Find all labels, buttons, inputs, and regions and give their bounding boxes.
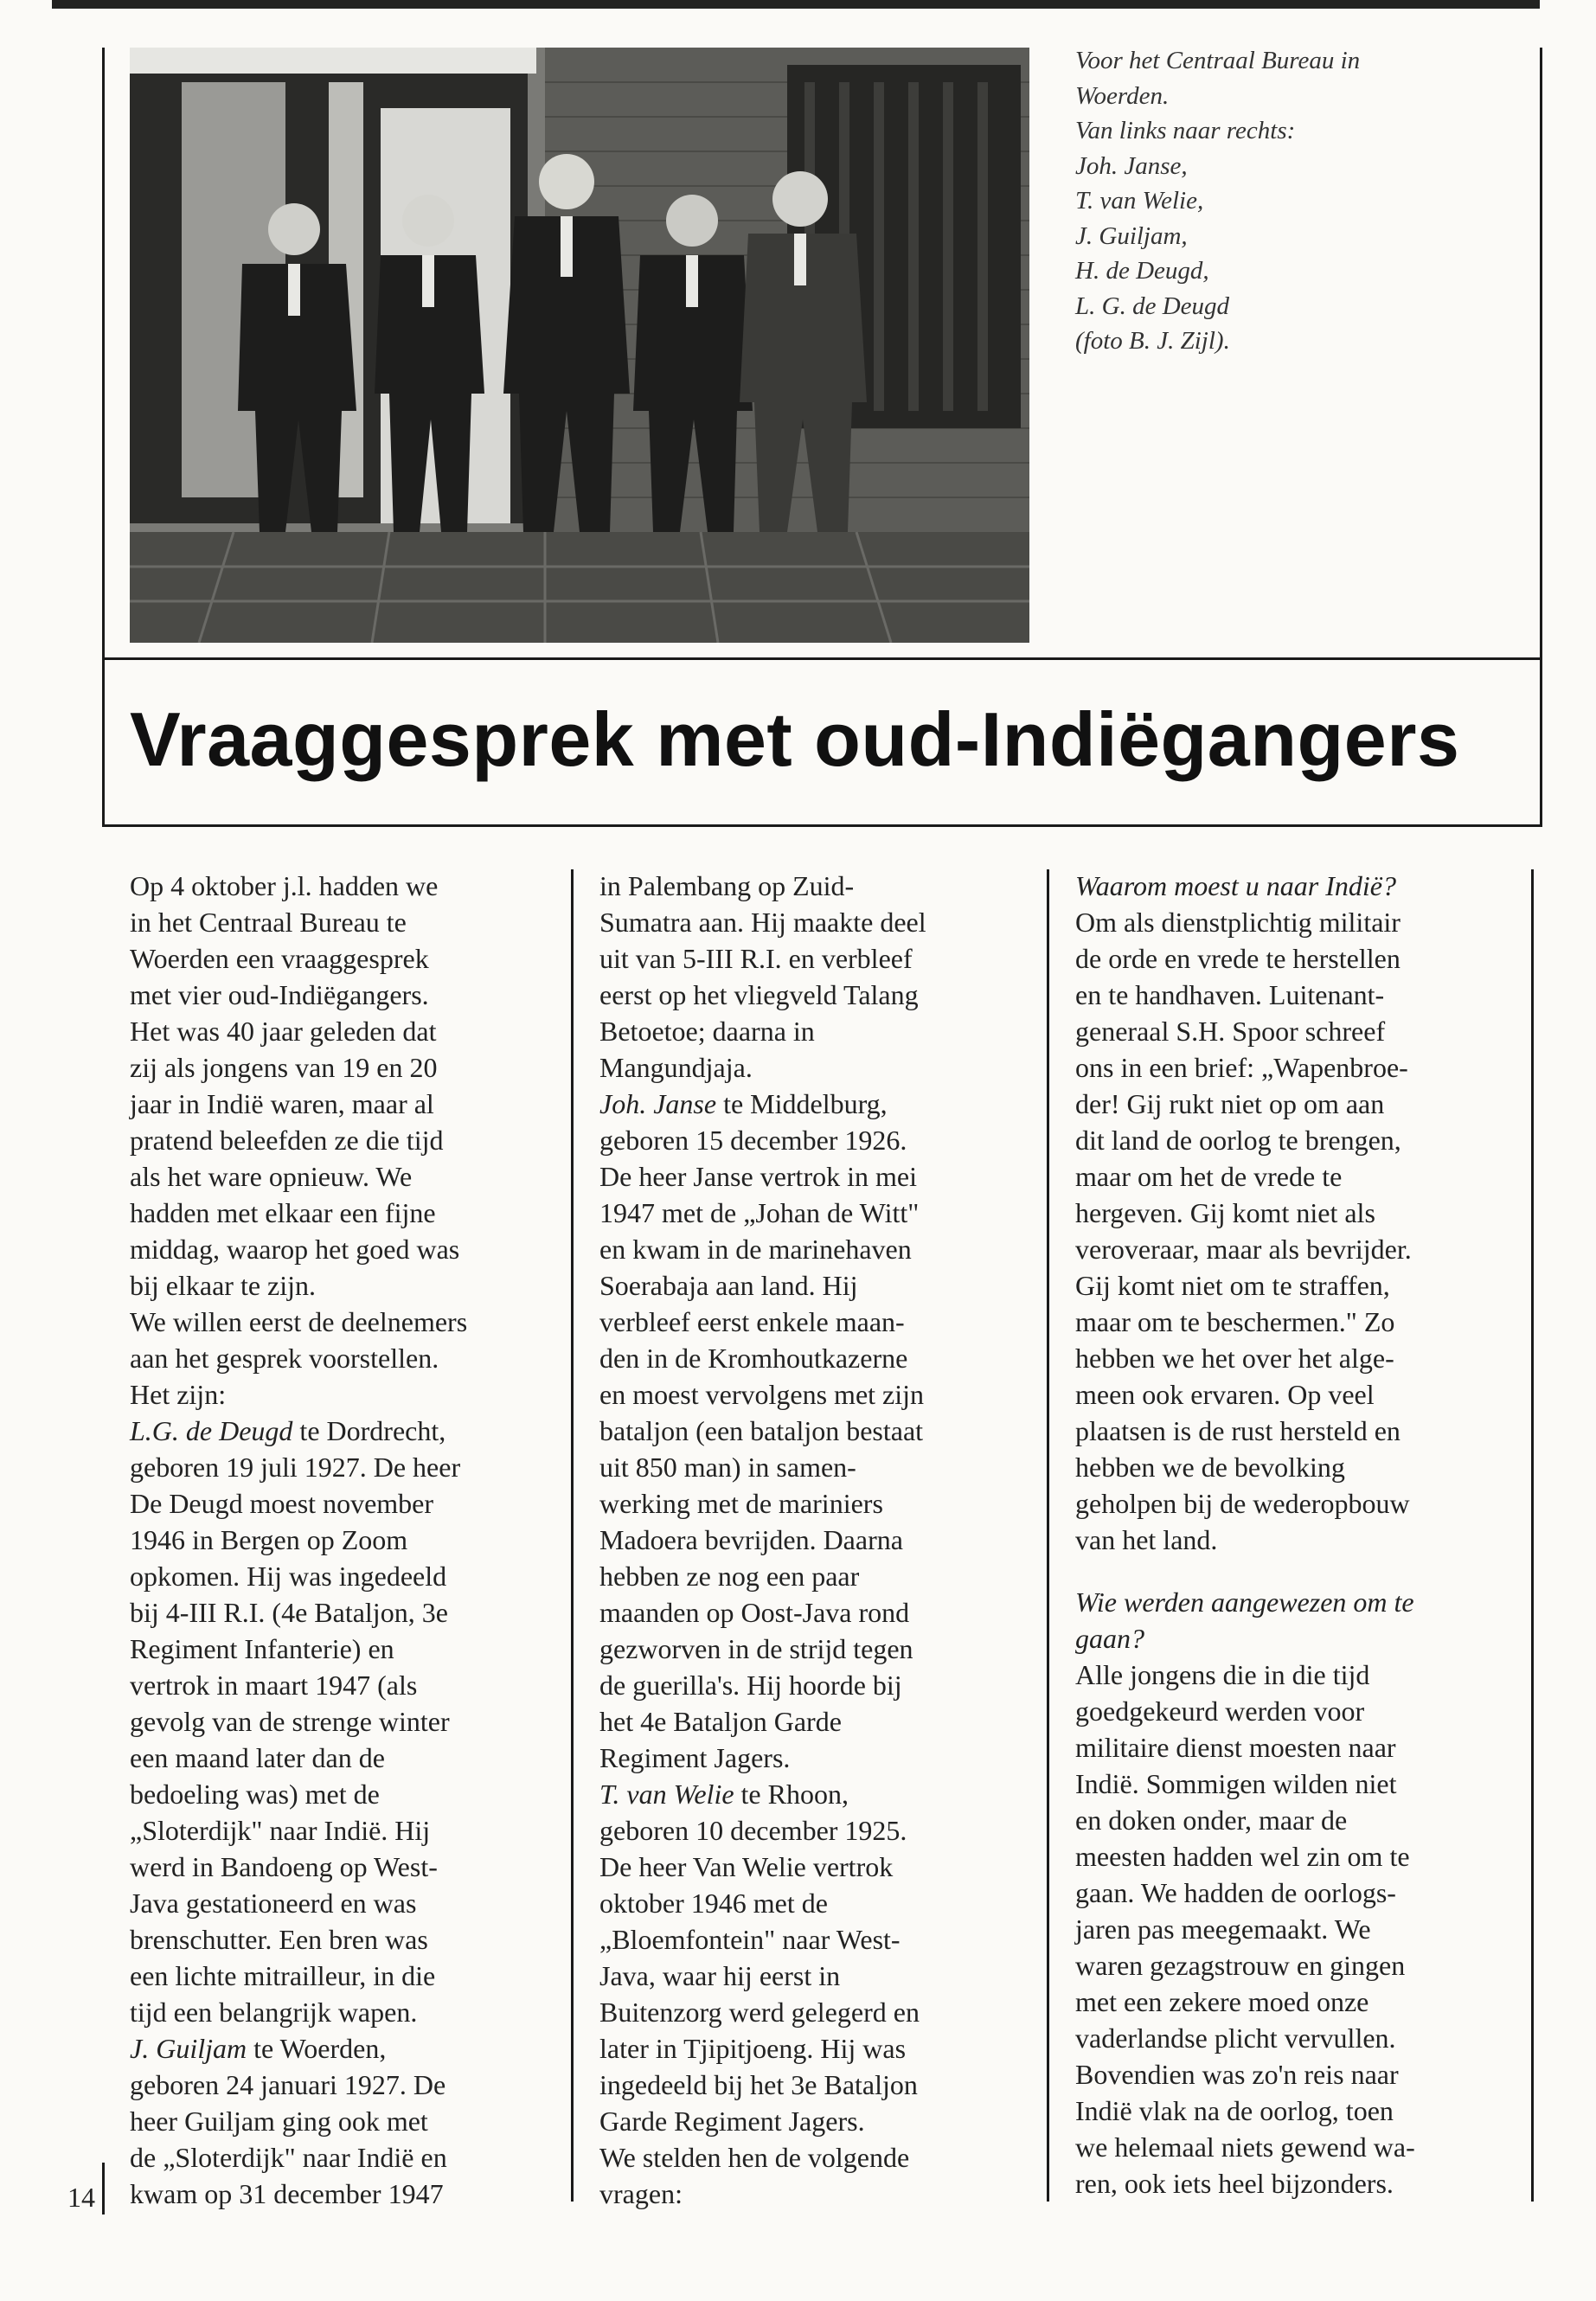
interview-question: Wie werden aangewezen om te: [1075, 1586, 1414, 1618]
article-text-line: Garde Regiment Jagers.: [599, 2106, 865, 2137]
article-text-line: ingedeeld bij het 3e Bataljon: [599, 2069, 918, 2100]
article-text-line: maar om te beschermen." Zo: [1075, 1306, 1395, 1337]
article-text-line: maanden op Oost-Java rond: [599, 1597, 910, 1628]
article-text-line: De heer Van Welie vertrok: [599, 1851, 894, 1882]
article-text-line: middag, waarop het goed was: [130, 1234, 460, 1265]
title-rule-top: [102, 657, 1542, 660]
column-rule-right: [1531, 869, 1534, 2202]
scan-edge: [52, 0, 1540, 9]
article-text-line: generaal S.H. Spoor schreef: [1075, 1016, 1386, 1047]
article-text-line: bij elkaar te zijn.: [130, 1270, 317, 1301]
article-text-line: 1947 met de „Johan de Witt": [599, 1197, 920, 1228]
caption-line: Van links naar rechts:: [1075, 117, 1296, 144]
article-text-line: Buitenzorg werd gelegerd en: [599, 1997, 920, 2028]
caption-line: L. G. de Deugd: [1075, 292, 1230, 320]
article-text-line: brenschutter. Een bren was: [130, 1924, 428, 1955]
article-text-line: waren gezagstrouw en gingen: [1075, 1950, 1406, 1981]
article-text-line: hebben we de bevolking: [1075, 1452, 1345, 1483]
caption-line: Woerden.: [1075, 81, 1170, 110]
article-text-line: Het was 40 jaar geleden dat: [130, 1016, 437, 1047]
article-text-line: plaatsen is de rust hersteld en: [1075, 1415, 1401, 1446]
article-text-line: De heer Janse vertrok in mei: [599, 1161, 917, 1192]
frame-rule-left-top: [102, 48, 105, 826]
article-text-line: We willen eerst de deelnemers: [130, 1306, 468, 1337]
article-text-line: hergeven. Gij komt niet als: [1075, 1197, 1375, 1228]
participant-name: Joh. Janse: [599, 1088, 717, 1119]
article-text-line: den in de Kromhoutkazerne: [599, 1343, 908, 1374]
article-text-line: Regiment Infanterie) en: [130, 1633, 394, 1664]
article-text-line: veroveraar, maar als bevrijder.: [1075, 1234, 1412, 1265]
article-text-line: een maand later dan de: [130, 1742, 385, 1773]
participant-location: te Middelburg,: [716, 1088, 888, 1119]
article-text-line: zij als jongens van 19 en 20: [130, 1052, 438, 1083]
article-text-line: heer Guiljam ging ook met: [130, 2106, 428, 2137]
article-text-line: later in Tjipitjoeng. Hij was: [599, 2033, 907, 2064]
participant-location: te Woerden,: [247, 2033, 387, 2064]
article-text-line: we helemaal niets gewend wa-: [1075, 2131, 1415, 2163]
article-text-line: bij 4-III R.I. (4e Bataljon, 3e: [130, 1597, 448, 1628]
article-text-line: bataljon (een bataljon bestaat: [599, 1415, 924, 1446]
article-column-2: [599, 868, 1032, 2212]
article-text-line: tijd een belangrijk wapen.: [130, 1997, 418, 2028]
article-text-line: met vier oud-Indiëgangers.: [130, 979, 429, 1010]
article-column-1: [130, 868, 554, 2212]
article-text-line: werd in Bandoeng op West-: [130, 1851, 438, 1882]
participant-intro-line: [130, 2030, 554, 2067]
caption-line: (foto B. J. Zijl).: [1075, 327, 1230, 355]
article-text-line: als het ware opnieuw. We: [130, 1161, 413, 1192]
article-text-line: werking met de mariniers: [599, 1488, 883, 1519]
article-text-line: vertrok in maart 1947 (als: [130, 1670, 418, 1701]
article-text-line: Indië vlak na de oorlog, toen: [1075, 2095, 1394, 2126]
article-text-line: Om als dienstplichtig militair: [1075, 907, 1401, 938]
article-text-line: hadden met elkaar een fijne: [130, 1197, 436, 1228]
column-separator-1: [571, 869, 574, 2202]
article-text-line: geboren 15 december 1926.: [599, 1125, 907, 1156]
article-text-line: jaren pas meegemaakt. We: [1075, 1913, 1371, 1945]
article-text-line: verbleef eerst enkele maan-: [599, 1306, 905, 1337]
article-text-line: oktober 1946 met de: [599, 1888, 828, 1919]
article-text-line: dit land de oorlog te brengen,: [1075, 1125, 1401, 1156]
article-text-line: met een zekere moed onze: [1075, 1986, 1369, 2017]
article-text-line: pratend beleefden ze die tijd: [130, 1125, 444, 1156]
interview-question: gaan?: [1075, 1623, 1144, 1654]
caption-line: Voor het Centraal Bureau in: [1075, 47, 1361, 74]
article-text-line: ren, ook iets heel bijzonders.: [1075, 2168, 1394, 2199]
article-text-line: Sumatra aan. Hij maakte deel: [599, 907, 926, 938]
article-text-line: We stelden hen de volgende: [599, 2142, 910, 2173]
article-text-line: 1946 in Bergen op Zoom: [130, 1524, 408, 1555]
article-text-line: aan het gesprek voorstellen.: [130, 1343, 439, 1374]
article-text-line: en doken onder, maar de: [1075, 1804, 1348, 1836]
article-text-line: Soerabaja aan land. Hij: [599, 1270, 858, 1301]
article-text-line: Regiment Jagers.: [599, 1742, 791, 1773]
article-text-line: kwam op 31 december 1947: [130, 2178, 444, 2209]
page-number-rule: [102, 2163, 105, 2214]
page-number: 14: [67, 2182, 95, 2213]
article-text-line: de „Sloterdijk" naar Indië en: [130, 2142, 447, 2173]
article-text-line: uit 850 man) in samen-: [599, 1452, 856, 1483]
article-text-line: „Bloemfontein" naar West-: [599, 1924, 901, 1955]
article-text-line: Java gestationeerd en was: [130, 1888, 417, 1919]
participant-location: te Dordrecht,: [292, 1415, 446, 1446]
article-text-line: uit van 5-III R.I. en verbleef: [599, 943, 913, 974]
article-text-line: maar om het de vrede te: [1075, 1161, 1343, 1192]
article-text-line: jaar in Indië waren, maar al: [130, 1088, 434, 1119]
caption-line: Joh. Janse,: [1075, 151, 1188, 180]
article-title: Vraaggesprek met oud-Indiëgangers: [130, 696, 1460, 782]
article-text-line: en kwam in de marinehaven: [599, 1234, 912, 1265]
article-text-line: Mangundjaja.: [599, 1052, 753, 1083]
article-text-line: gevolg van de strenge winter: [130, 1706, 450, 1737]
article-text-line: militaire dienst moesten naar: [1075, 1732, 1396, 1763]
article-text-line: in het Centraal Bureau te: [130, 907, 407, 938]
article-text-line: meesten hadden wel zin om te: [1075, 1841, 1410, 1872]
article-text-line: geboren 19 juli 1927. De heer: [130, 1452, 461, 1483]
article-text-line: Alle jongens die in die tijd: [1075, 1659, 1370, 1690]
article-text-line: geboren 10 december 1925.: [599, 1815, 907, 1846]
article-text-line: Betoetoe; daarna in: [599, 1016, 815, 1047]
participant-intro-line: [599, 1776, 1032, 1812]
caption-line: J. Guiljam,: [1075, 221, 1188, 250]
caption-line: T. van Welie,: [1075, 187, 1204, 215]
article-text-line: en te handhaven. Luitenant-: [1075, 979, 1385, 1010]
article-text-line: bedoeling was) met de: [130, 1779, 380, 1810]
article-text-line: geholpen bij de wederopbouw: [1075, 1488, 1410, 1519]
caption-line: H. de Deugd,: [1075, 257, 1209, 285]
article-text-line: goedgekeurd werden voor: [1075, 1695, 1365, 1727]
article-text-line: in Palembang op Zuid-: [599, 870, 855, 901]
article-text-line: ons in een brief: „Wapenbroe-: [1075, 1052, 1408, 1083]
group-photo-illustration: [130, 48, 1029, 643]
article-column-3: [1075, 868, 1508, 2202]
article-text-line: vragen:: [599, 2178, 683, 2209]
article-text-line: geboren 24 januari 1927. De: [130, 2069, 446, 2100]
article-text-line: Madoera bevrijden. Daarna: [599, 1524, 903, 1555]
article-text-line: gaan. We hadden de oorlogs-: [1075, 1877, 1396, 1908]
participant-name: L.G. de Deugd: [130, 1415, 293, 1446]
photo-caption: [1075, 43, 1456, 359]
article-text-line: van het land.: [1075, 1524, 1218, 1555]
article-text-line: Op 4 oktober j.l. hadden we: [130, 870, 439, 901]
column-separator-2: [1047, 869, 1049, 2202]
article-text-line: Het zijn:: [130, 1379, 227, 1410]
article-text-line: de guerilla's. Hij hoorde bij: [599, 1670, 902, 1701]
article-text-line: De Deugd moest november: [130, 1488, 434, 1519]
group-photo: [130, 48, 1029, 643]
article-text-line: opkomen. Hij was ingedeeld: [130, 1561, 447, 1592]
paragraph-gap: [1075, 1558, 1508, 1584]
participant-location: te Rhoon,: [734, 1779, 849, 1810]
participant-name: T. van Welie: [599, 1779, 734, 1810]
participant-intro-line: [599, 1086, 1032, 1122]
article-text-line: het 4e Bataljon Garde: [599, 1706, 842, 1737]
article-text-line: een lichte mitrailleur, in die: [130, 1960, 436, 1991]
article-text-line: Bovendien was zo'n reis naar: [1075, 2059, 1399, 2090]
article-text-line: en moest vervolgens met zijn: [599, 1379, 925, 1410]
article-text-line: der! Gij rukt niet op om aan: [1075, 1088, 1385, 1119]
article-text-line: Woerden een vraaggesprek: [130, 943, 429, 974]
article-text-line: gezworven in de strijd tegen: [599, 1633, 913, 1664]
article-text-line: de orde en vrede te herstellen: [1075, 943, 1401, 974]
article-text-line: Gij komt niet om te straffen,: [1075, 1270, 1390, 1301]
title-rule-bottom: [102, 824, 1542, 827]
article-text-line: vaderlandse plicht vervullen.: [1075, 2022, 1396, 2054]
article-text-line: hebben we het over het alge-: [1075, 1343, 1394, 1374]
article-text-line: meen ook ervaren. Op veel: [1075, 1379, 1375, 1410]
article-text-line: Java, waar hij eerst in: [599, 1960, 841, 1991]
article-text-line: hebben ze nog een paar: [599, 1561, 860, 1592]
interview-question: Waarom moest u naar Indië?: [1075, 870, 1396, 901]
participant-intro-line: [130, 1413, 554, 1449]
participant-name: J. Guiljam: [130, 2033, 247, 2064]
article-text-line: eerst op het vliegveld Talang: [599, 979, 919, 1010]
frame-rule-right-top: [1540, 48, 1542, 826]
article-text-line: Indië. Sommigen wilden niet: [1075, 1768, 1397, 1799]
article-text-line: „Sloterdijk" naar Indië. Hij: [130, 1815, 431, 1846]
